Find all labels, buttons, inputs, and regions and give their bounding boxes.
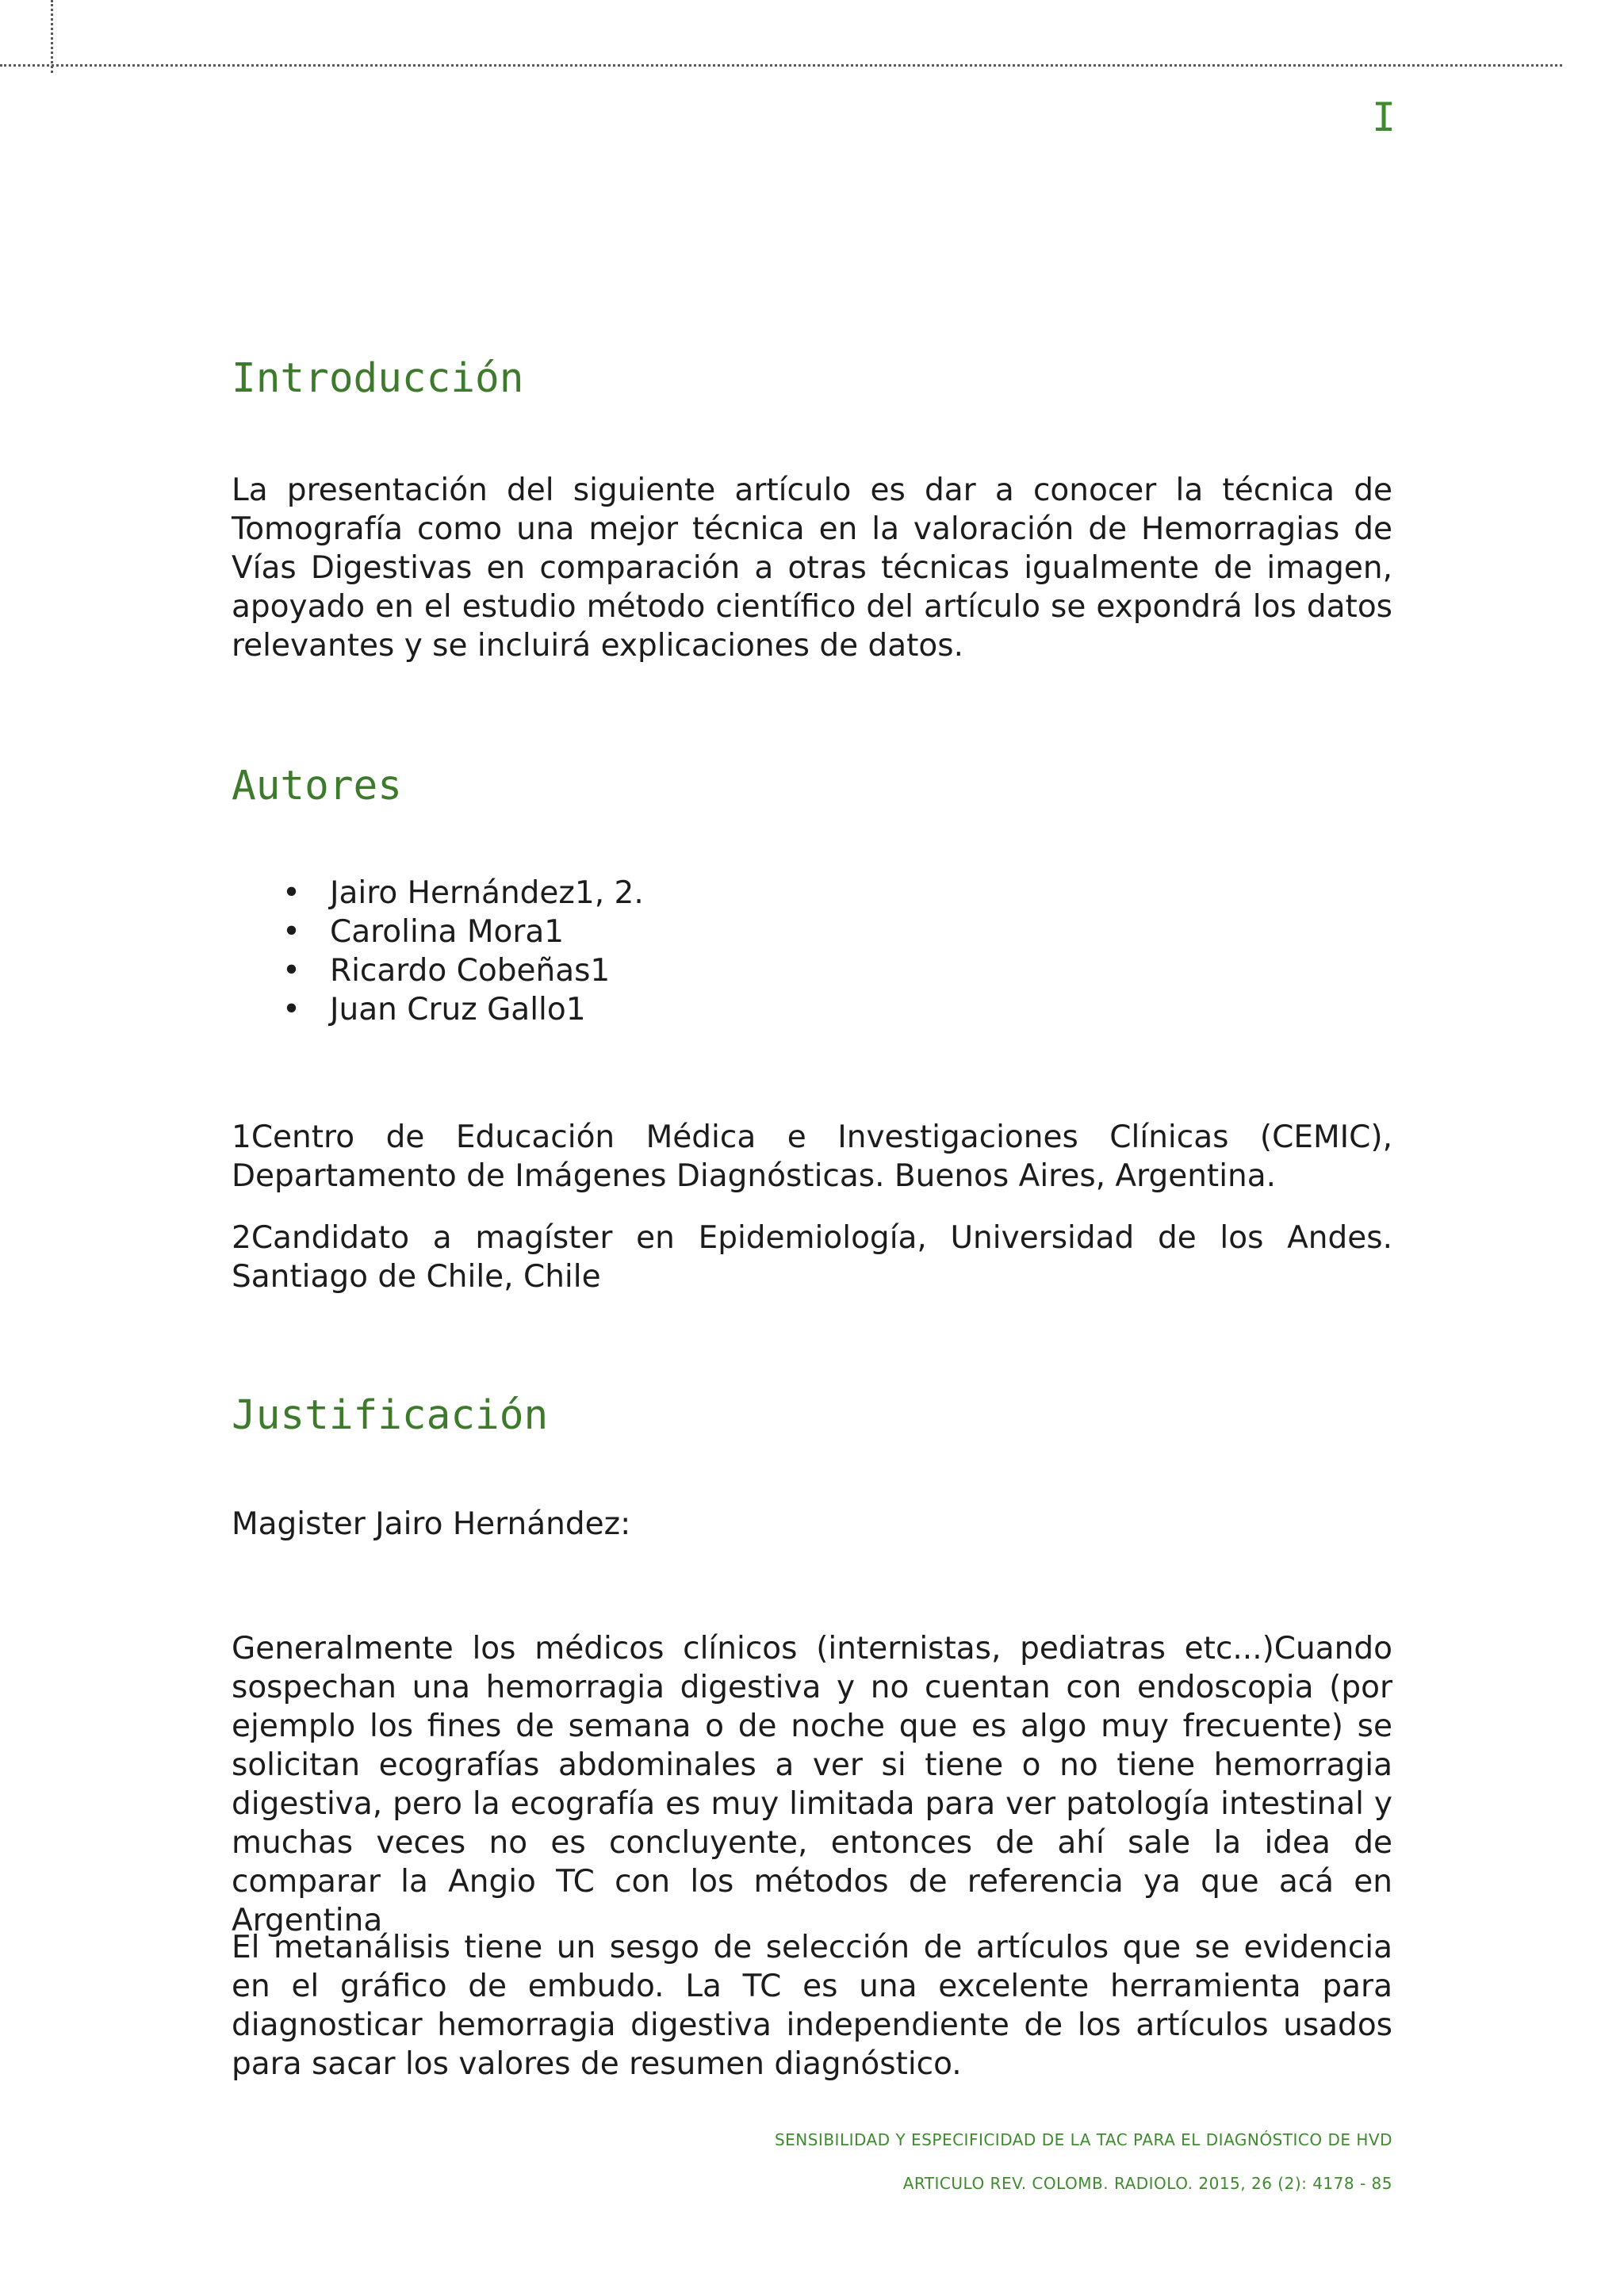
autores-heading: Autores — [232, 763, 402, 809]
author-item: • Juan Cruz Gallo1 — [232, 990, 644, 1029]
author-item: • Carolina Mora1 — [232, 913, 644, 951]
crop-mark-top — [0, 64, 1562, 67]
author-item: • Jairo Hernández1, 2. — [232, 874, 644, 913]
justificacion-paragraph-1: Generalmente los médicos clínicos (internistas, pediatras etc...)Cuando sospechan una hemorragia digestiva y no cuentan con endoscopia (por ejemplo los fines de semana o de noche que es algo muy frecuente) se solicitan ecografías abdominales a ver si tiene o no tiene hemorragia digestiva, pero la ecografía es muy limitada para ver patología intestinal y muchas veces no es concluyente, entonces de ahí sale la idea de comparar la Angio TC con los métodos de referencia ya que acá en Argentina — [232, 1631, 1392, 1938]
crop-mark-left — [51, 0, 53, 73]
affiliation-1: 1Centro de Educación Médica e Investigaciones Clínicas (CEMIC), Departamento de Imágenes Diagnósticas. Buenos Aires, Argentina. — [232, 1119, 1392, 1194]
page-marker: I — [1372, 94, 1396, 140]
introduccion-heading: Introducción — [232, 355, 524, 402]
justificacion-paragraph-2: El metanálisis tiene un sesgo de selección de artículos que se evidencia en el gráfico de embudo. La TC es una excelente herramienta para diagnosticar hemorragia digestiva independiente de los artículos usados para sacar los valores de resumen diagnóstico. — [232, 1930, 1392, 2082]
justificacion-heading: Justificación — [232, 1392, 549, 1439]
author-item: • Ricardo Cobeñas1 — [232, 951, 644, 990]
affiliation-2: 2Candidato a magíster en Epidemiología, Universidad de los Andes. Santiago de Chile, Chile — [232, 1220, 1392, 1295]
footer-article-title: SENSIBILIDAD Y ESPECIFICIDAD DE LA TAC PARA EL DIAGNÓSTICO DE HVD — [774, 2130, 1392, 2149]
footer-citation: ARTICULO REV. COLOMB. RADIOLO. 2015, 26 (2): 4178 - 85 — [902, 2174, 1392, 2193]
introduccion-paragraph: La presentación del siguiente artículo es dar a conocer la técnica de Tomografía como una mejor técnica en la valoración de Hemorragias de Vías Digestivas en comparación a otras técnicas igualmente de imagen, apoyado en el estudio método científico del artículo se expondrá los datos relevantes y se incluirá explicaciones de datos. — [232, 473, 1392, 664]
justificacion-subtitle: Magister Jairo Hernández: — [232, 1506, 631, 1542]
authors-list — [232, 874, 644, 1029]
